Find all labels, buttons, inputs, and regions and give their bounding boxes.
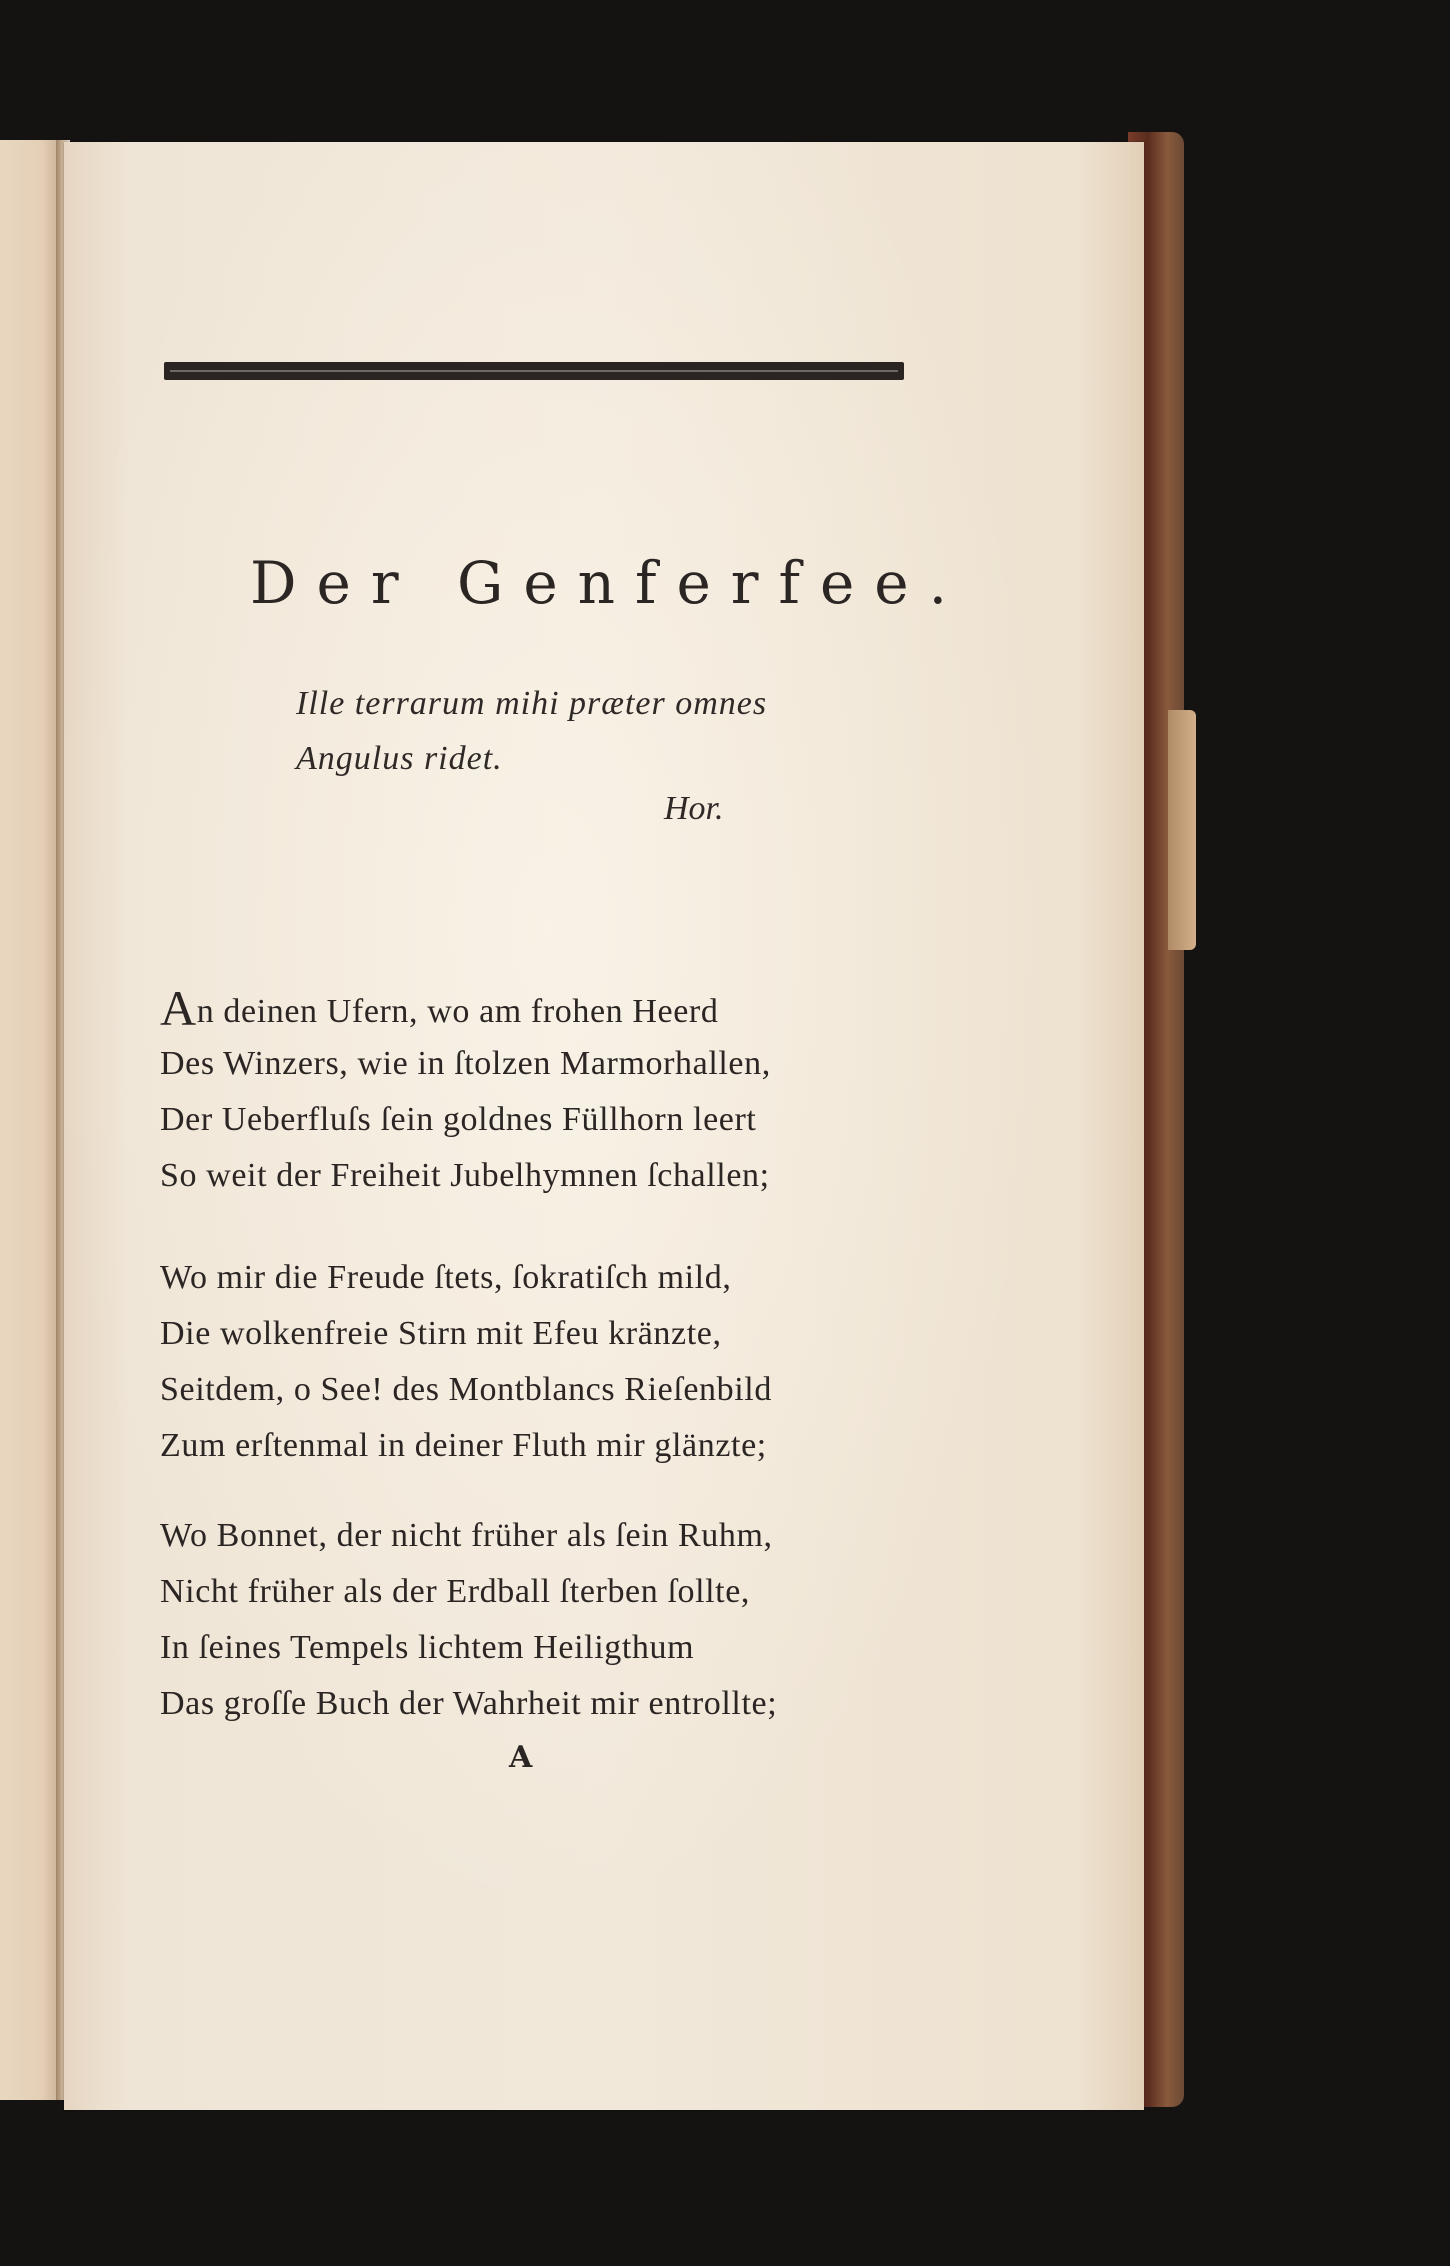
initial-letter: A: [160, 980, 197, 1036]
facing-page: [0, 140, 60, 2100]
epigraph-line: Ille terrarum mihi præter omnes: [296, 685, 768, 722]
verse-line: Des Winzers, wie in ſtolzen Marmorhallen,: [160, 1045, 771, 1082]
verse-line: Die wolkenfreie Stirn mit Efeu kränzte,: [160, 1315, 722, 1352]
ornamental-rule: [164, 362, 904, 380]
verse-line: Zum erſtenmal in deiner Fluth mir glänzte;: [160, 1427, 767, 1464]
poem-title: Der Genferfee.: [250, 549, 968, 617]
cover-tab: [1168, 710, 1196, 950]
verse-line: Seitdem, o See! des Montblancs Rieſenbild: [160, 1371, 772, 1408]
verse-line: Wo Bonnet, der nicht früher als ſein Ruhm,: [160, 1517, 773, 1554]
verse-line: Nicht früher als der Erdball ſterben ſollte,: [160, 1573, 751, 1610]
verse-line: In ſeines Tempels lichtem Heiligthum: [160, 1629, 695, 1666]
epigraph-line: Angulus ridet.: [296, 740, 503, 777]
verse-line: Wo mir die Freude ſtets, ſokratiſch mild,: [160, 1259, 732, 1296]
stanza: [160, 980, 771, 1204]
stanza: [160, 1508, 777, 1732]
book-page: [64, 142, 1144, 2110]
verse-line: [160, 980, 771, 1036]
epigraph-source: Hor.: [664, 790, 724, 827]
verse-line: So weit der Freiheit Jubelhymnen ſchallen;: [160, 1157, 770, 1194]
verse-line-rest: n deinen Ufern, wo am frohen Heerd: [196, 993, 719, 1030]
verse-line: Das groſſe Buch der Wahrheit mir entrollte;: [160, 1685, 778, 1722]
signature-mark: A: [509, 1740, 533, 1775]
verse-line: Der Ueberfluſs ſein goldnes Füllhorn leert: [160, 1101, 757, 1138]
stanza: [160, 1250, 772, 1474]
